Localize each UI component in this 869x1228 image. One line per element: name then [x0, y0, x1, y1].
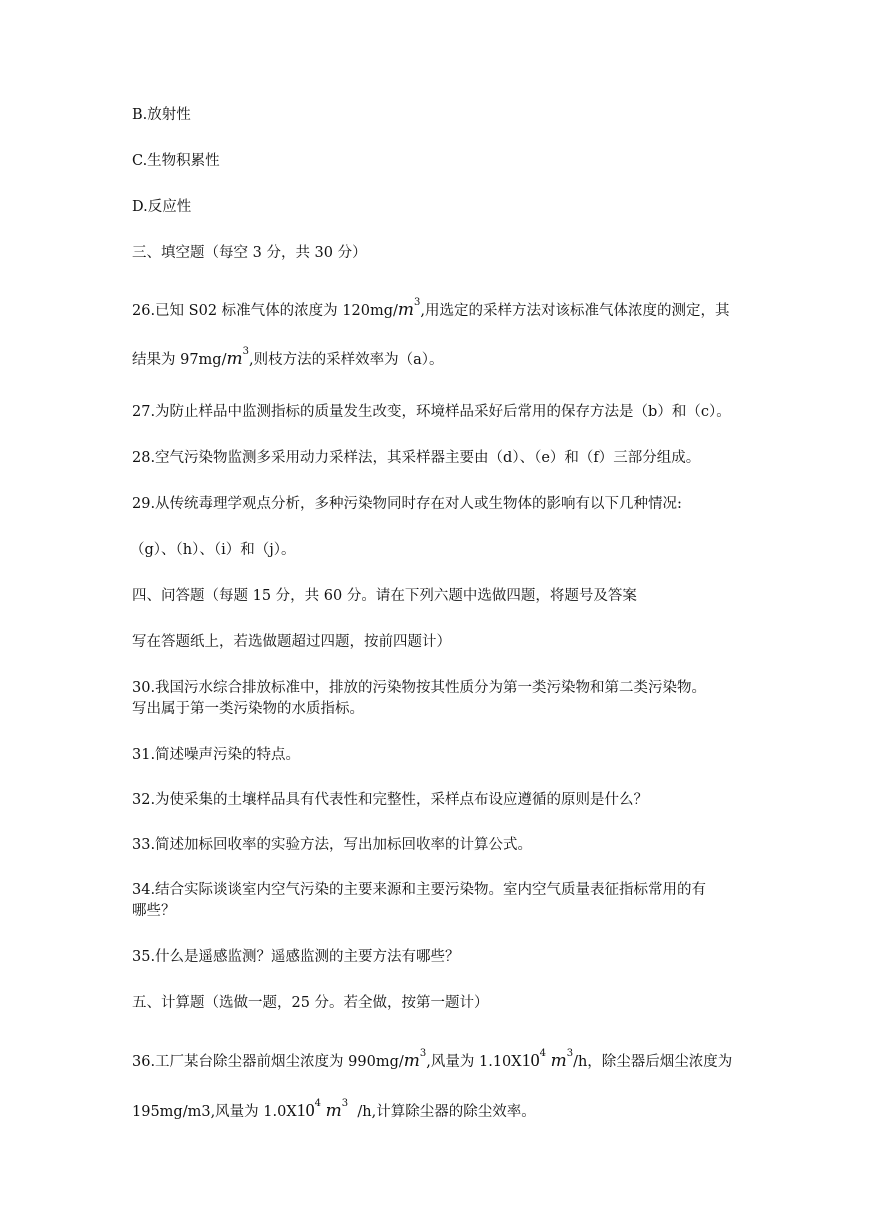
question-28: 28.空气污染物监测多采用动力采样法，其采样器主要由（d）、（e）和（f）三部分组成。	[132, 450, 701, 466]
question-36-line-2	[132, 1100, 536, 1122]
exponent-3: 3	[566, 1048, 574, 1059]
exponent-4: 4	[539, 1048, 546, 1059]
question-26-line-1	[132, 297, 730, 321]
question-36-line-1	[132, 1050, 732, 1072]
question-30-line-2: 写出属于第一类污染物的水质指标。	[132, 701, 364, 717]
exponent-3: 3	[414, 297, 421, 308]
q36-text-c: /h，除尘器后烟尘浓度为	[573, 1054, 733, 1070]
option-c: C.生物积累性	[132, 153, 220, 169]
q26-text-b: ,用选定的采样方法对该标准气体浓度的测定，其	[420, 303, 730, 319]
question-34-line-2: 哪些？	[132, 903, 176, 919]
exponent-3: 3	[341, 1098, 349, 1109]
ten-power: 10	[296, 1100, 315, 1120]
question-34-line-1: 34.结合实际谈谈室内空气污染的主要来源和主要污染物。室内空气质量表征指标常用的有	[132, 882, 707, 898]
unit-m: m	[403, 1051, 420, 1071]
question-26-line-2	[132, 346, 444, 370]
unit-m: m	[397, 300, 414, 320]
q36-text-e: /h,计算除尘器的除尘效率。	[357, 1104, 536, 1120]
question-27: 27.为防止样品中监测指标的质量发生改变，环境样品采好后常用的保存方法是（b）和（c）。	[132, 404, 731, 420]
ten-power: 10	[521, 1050, 540, 1070]
section-4-heading-line-2: 写在答题纸上，若选做题超过四题，按前四题计）	[132, 634, 451, 650]
unit-m: m	[325, 1101, 342, 1121]
option-b: B.放射性	[132, 107, 191, 123]
question-33: 33.简述加标回收率的实验方法，写出加标回收率的计算公式。	[132, 837, 533, 853]
question-35: 35.什么是遥感监测？遥感监测的主要方法有哪些？	[132, 949, 460, 965]
unit-m: m	[550, 1051, 567, 1071]
q36-text-b: ,风量为 1.10X	[426, 1054, 522, 1070]
question-29-line-2: （g）、（h）、（i）和（j）。	[130, 542, 296, 558]
q26-text-a: 26.已知 S02 标准气体的浓度为 120mg/	[132, 303, 398, 319]
section-3-heading: 三、填空题（每空 3 分，共 30 分）	[132, 245, 367, 261]
q36-text-d: 195mg/m3,风量为 1.0X	[132, 1104, 297, 1120]
option-d: D.反应性	[132, 199, 192, 215]
section-5-heading: 五、计算题（选做一题，25 分。若全做，按第一题计）	[132, 995, 489, 1011]
unit-m: m	[226, 349, 243, 369]
q26-text-d: ,则枝方法的采样效率为（a）。	[248, 352, 444, 368]
question-30-line-1: 30.我国污水综合排放标准中，排放的污染物按其性质分为第一类污染物和第二类污染物。	[132, 680, 707, 696]
exponent-4: 4	[314, 1098, 322, 1109]
q26-text-c: 结果为 97mg/	[132, 352, 227, 368]
exponent-3: 3	[419, 1048, 427, 1059]
question-29-line-1: 29.从传统毒理学观点分析，多种污染物同时存在对人或生物体的影响有以下几种情况:	[132, 496, 682, 512]
q36-text-a: 36.工厂某台除尘器前烟尘浓度为 990mg/	[132, 1054, 404, 1070]
exponent-3: 3	[242, 346, 249, 357]
question-32: 32.为使采集的土壤样品具有代表性和完整性，采样点布设应遵循的原则是什么？	[132, 792, 649, 808]
question-31: 31.简述噪声污染的特点。	[132, 747, 301, 763]
section-4-heading-line-1: 四、问答题（每题 15 分，共 60 分。请在下列六题中选做四题，将题号及答案	[132, 588, 637, 604]
